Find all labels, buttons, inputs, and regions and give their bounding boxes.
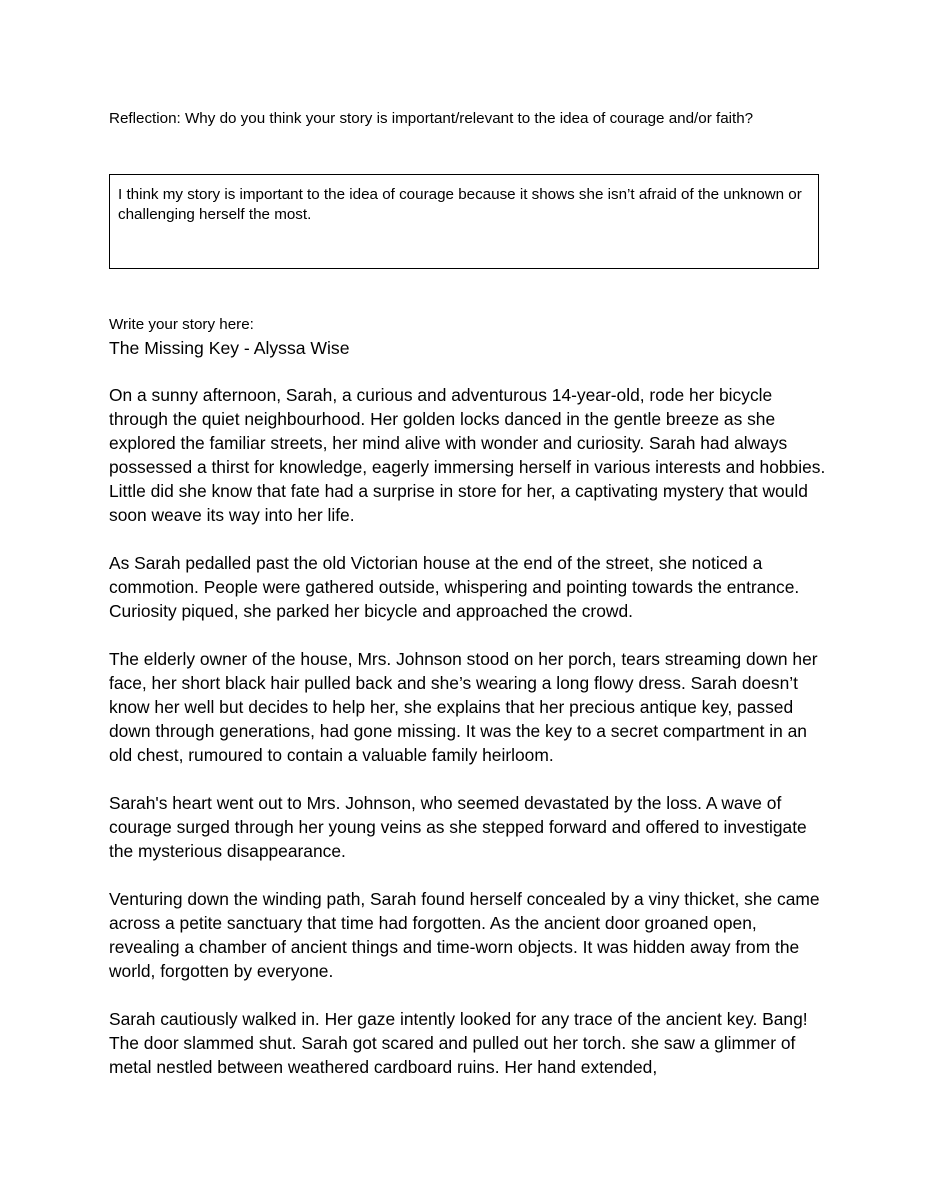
- story-label: Write your story here:: [109, 316, 254, 333]
- story-paragraph: On a sunny afternoon, Sarah, a curious and adventurous 14-year-old, rode her bicycle through the quiet neighbourhood. Her golden locks danced in the gentle breeze as she explored the familiar streets, her mind alive with wonder and curiosity. Sarah had always possessed a thirst for knowledge, eagerly immersing herself in various interests and hobbies. Little did she know that fate had a surprise in store for her, a captivating mystery that would soon weave its way into her life.: [109, 385, 826, 525]
- story-title: The Missing Key - Alyssa Wise: [109, 338, 350, 358]
- reflection-answer-box: [109, 174, 819, 269]
- story-paragraph: Venturing down the winding path, Sarah found herself concealed by a viny thicket, she came across a petite sanctuary that time had forgotten. As the ancient door groaned open, revealing a chamber of ancient things and time-worn objects. It was hidden away from the world, forgotten by everyone.: [109, 889, 820, 981]
- story-paragraph: As Sarah pedalled past the old Victorian house at the end of the street, she noticed a commotion. People were gathered outside, whispering and pointing towards the entrance. Curiosity piqued, she parked her bicycle and approached the crowd.: [109, 553, 800, 621]
- story-paragraph: Sarah's heart went out to Mrs. Johnson, who seemed devastated by the loss. A wave of courage surged through her young veins as she stepped forward and offered to investigate the mysterious disappearance.: [109, 793, 807, 861]
- story-paragraph: Sarah cautiously walked in. Her gaze intently looked for any trace of the ancient key. Bang! The door slammed shut. Sarah got scared and pulled out her torch. she saw a glimmer of metal nestled between weathered cardboard ruins. Her hand extended,: [109, 1009, 808, 1077]
- reflection-answer-text: I think my story is important to the idea of courage because it shows she isn’t afraid of the unknown or challenging herself the most.: [118, 186, 802, 223]
- story-body: [109, 383, 829, 1103]
- story-paragraph: The elderly owner of the house, Mrs. Johnson stood on her porch, tears streaming down her face, her short black hair pulled back and she’s wearing a long flowy dress. Sarah doesn’t know her well but decides to help her, she explains that her precious antique key, passed down through generations, had gone missing. It was the key to a secret compartment in an old chest, rumoured to contain a valuable family heirloom.: [109, 649, 818, 765]
- reflection-prompt: Reflection: Why do you think your story is important/relevant to the idea of courage and/or faith?: [109, 110, 754, 127]
